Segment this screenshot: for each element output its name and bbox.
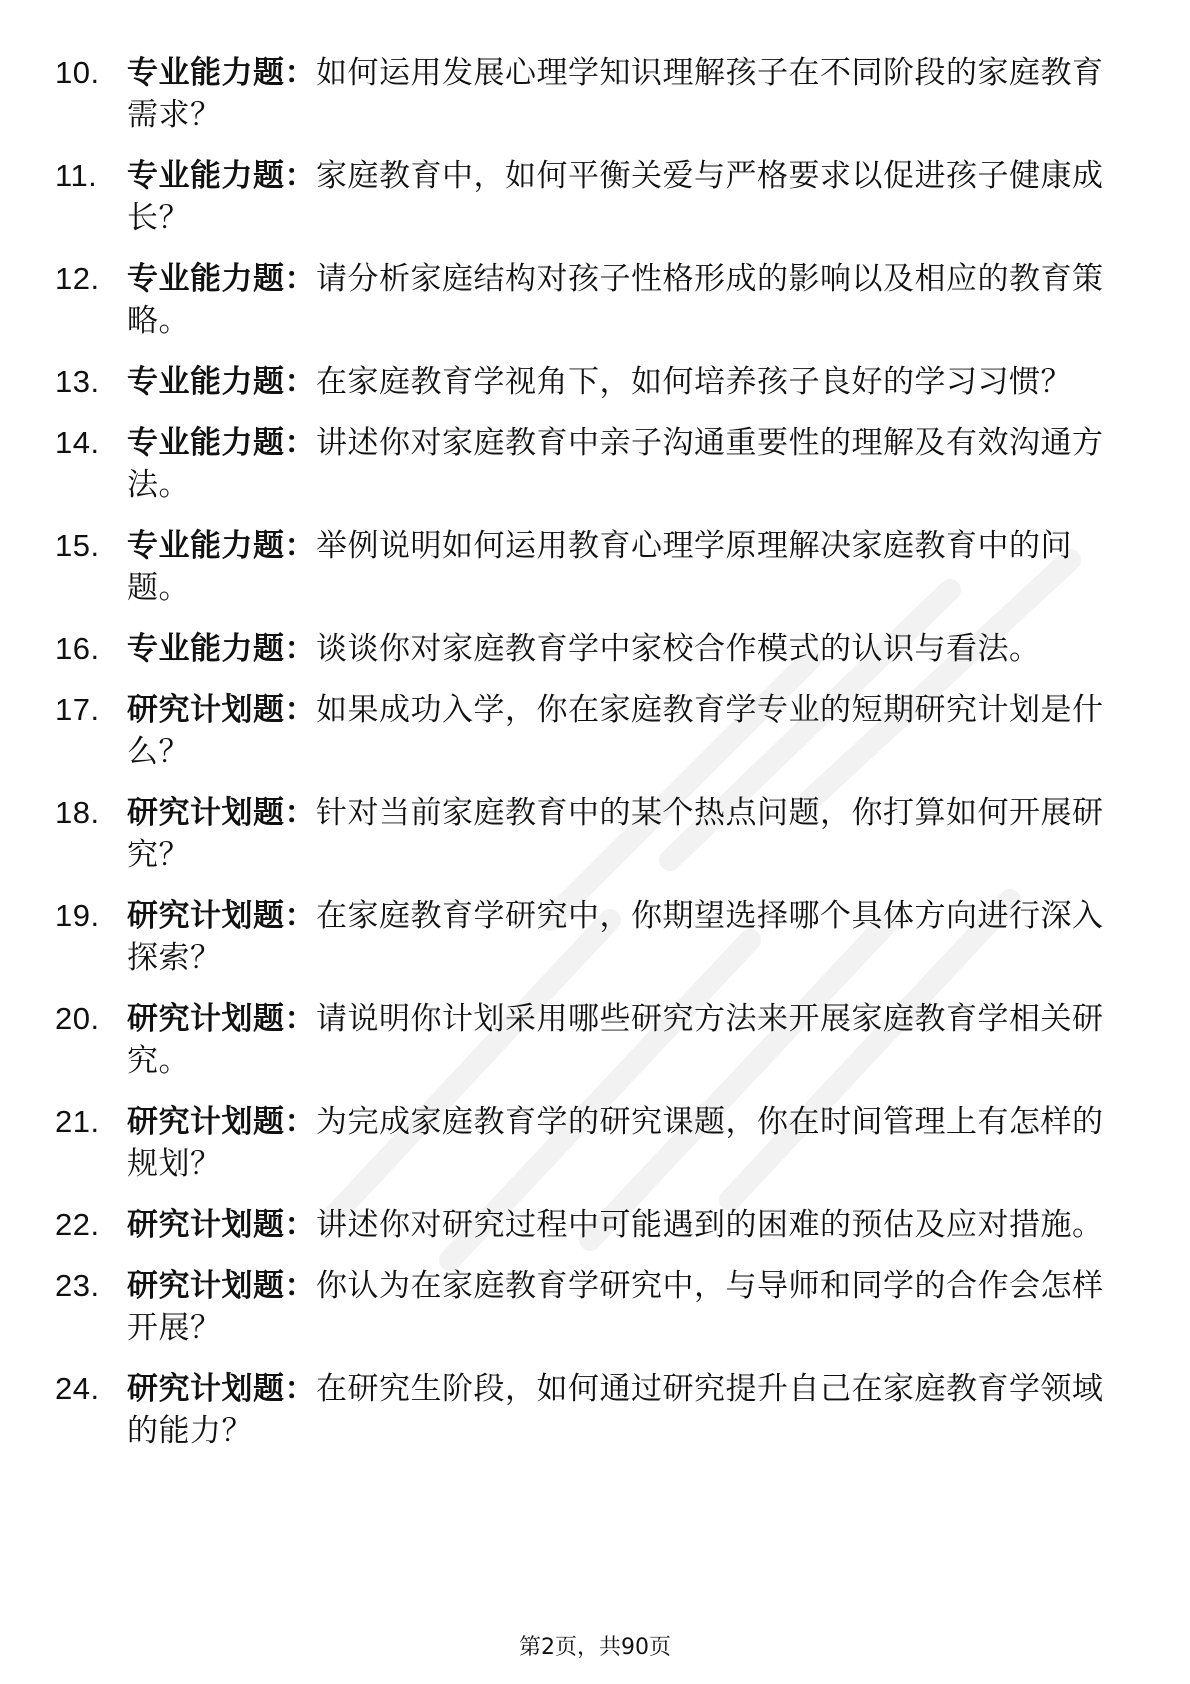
question-category: 专业能力题： (127, 158, 316, 194)
question-number: 20. (55, 1001, 100, 1036)
question-text: 在家庭教育学视角下，如何培养孩子良好的学习习惯？ (316, 364, 1072, 400)
question-item (55, 258, 1115, 342)
question-number: 11. (55, 158, 98, 193)
question-number: 13. (55, 364, 100, 399)
question-number: 24. (55, 1371, 100, 1406)
question-item (55, 1265, 1115, 1349)
question-item (55, 1101, 1115, 1185)
question-category: 研究计划题： (127, 1207, 316, 1243)
question-text: 为完成家庭教育学的研究课题，你在时间管理上有怎样的规划？ (127, 1104, 1104, 1182)
page-number-footer: 第2页，共90页 (519, 1635, 671, 1660)
question-item (55, 1204, 1115, 1246)
question-number: 12. (55, 261, 100, 296)
question-number: 21. (55, 1104, 100, 1139)
question-item (55, 1368, 1115, 1452)
question-item (55, 895, 1115, 979)
question-text: 如果成功入学，你在家庭教育学专业的短期研究计划是什么？ (127, 692, 1104, 770)
question-text: 谈谈你对家庭教育学中家校合作模式的认识与看法。 (316, 631, 1041, 667)
question-category: 专业能力题： (127, 364, 316, 400)
question-category: 专业能力题： (127, 528, 316, 564)
question-text: 家庭教育中，如何平衡关爱与严格要求以促进孩子健康成长？ (127, 158, 1104, 236)
question-text: 请说明你计划采用哪些研究方法来开展家庭教育学相关研究。 (127, 1001, 1104, 1079)
question-text: 举例说明如何运用教育心理学原理解决家庭教育中的问题。 (127, 528, 1072, 606)
question-category: 研究计划题： (127, 1371, 316, 1407)
question-number: 19. (55, 898, 100, 933)
question-category: 研究计划题： (127, 692, 316, 728)
question-category: 专业能力题： (127, 261, 316, 297)
question-text: 你认为在家庭教育学研究中，与导师和同学的合作会怎样开展？ (127, 1268, 1104, 1346)
question-list (55, 52, 1115, 1471)
question-text: 请分析家庭结构对孩子性格形成的影响以及相应的教育策略。 (127, 261, 1104, 339)
question-item (55, 628, 1115, 670)
question-number: 23. (55, 1268, 100, 1303)
question-number: 10. (55, 55, 100, 90)
question-text: 在家庭教育学研究中，你期望选择哪个具体方向进行深入探索？ (127, 898, 1104, 976)
question-category: 研究计划题： (127, 795, 316, 831)
question-category: 研究计划题： (127, 898, 316, 934)
question-number: 16. (55, 631, 100, 666)
question-category: 研究计划题： (127, 1001, 316, 1037)
question-item (55, 155, 1115, 239)
question-number: 18. (55, 795, 100, 830)
question-item (55, 422, 1115, 506)
question-text: 在研究生阶段，如何通过研究提升自己在家庭教育学领域的能力？ (127, 1371, 1104, 1449)
question-category: 专业能力题： (127, 425, 316, 461)
question-number: 14. (55, 425, 100, 460)
question-item (55, 792, 1115, 876)
question-item (55, 998, 1115, 1082)
question-item (55, 361, 1115, 403)
question-text: 如何运用发展心理学知识理解孩子在不同阶段的家庭教育需求？ (127, 55, 1104, 133)
question-item (55, 52, 1115, 136)
question-text: 针对当前家庭教育中的某个热点问题，你打算如何开展研究？ (127, 795, 1104, 873)
question-category: 研究计划题： (127, 1268, 316, 1304)
question-category: 专业能力题： (127, 55, 316, 91)
question-category: 专业能力题： (127, 631, 316, 667)
question-item (55, 689, 1115, 773)
question-number: 22. (55, 1207, 100, 1242)
question-number: 15. (55, 528, 100, 563)
question-text: 讲述你对家庭教育中亲子沟通重要性的理解及有效沟通方法。 (127, 425, 1104, 503)
question-item (55, 525, 1115, 609)
question-text: 讲述你对研究过程中可能遇到的困难的预估及应对措施。 (316, 1207, 1104, 1243)
question-number: 17. (55, 692, 100, 727)
question-category: 研究计划题： (127, 1104, 316, 1140)
